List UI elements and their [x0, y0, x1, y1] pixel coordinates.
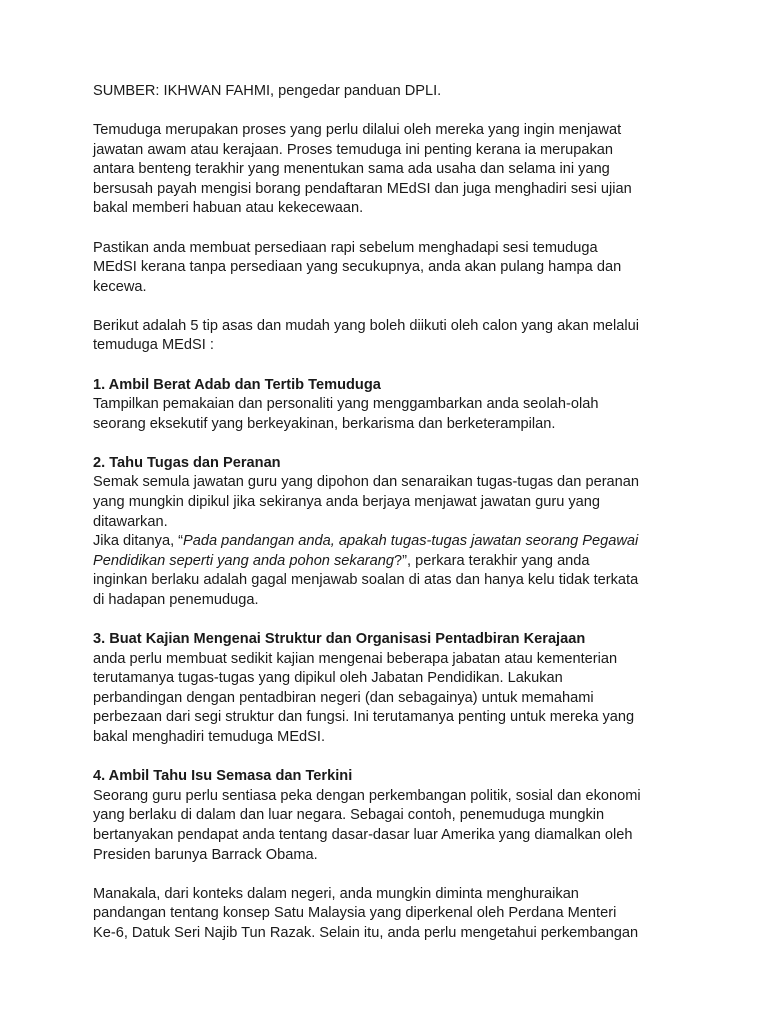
text-line: jawatan awam atau kerajaan. Proses temuduga ini penting kerana ia merupakan [93, 141, 614, 158]
tip-1-heading: 1. Ambil Berat Adab dan Tertib Temuduga [93, 376, 381, 393]
tip-4-section [93, 767, 683, 865]
document-body [93, 82, 683, 943]
text-line: Manakala, dari konteks dalam negeri, anda mungkin diminta menghuraikan [93, 885, 579, 902]
text-line: Pastikan anda membuat persediaan rapi sebelum menghadapi sesi temuduga [93, 239, 598, 256]
source-line [93, 82, 683, 102]
text-line: anda perlu membuat sedikit kajian mengenai beberapa jabatan atau kementerian [93, 650, 618, 667]
tip-3-heading: 3. Buat Kajian Mengenai Struktur dan Organisasi Pentadbiran Kerajaan [93, 631, 586, 648]
text-line: perbezaan dari segi struktur dan fungsi. Ini terutamanya penting untuk mereka yang [93, 709, 635, 726]
question-italic-2: Pendidikan seperti yang anda pohon sekarang [93, 552, 395, 569]
text-line: pandangan tentang konsep Satu Malaysia yang diperkenal oleh Perdana Menteri [93, 905, 617, 922]
text-line: bakal memberi habuan atau kekecewaan. [93, 200, 364, 217]
question-line-2 [93, 552, 683, 572]
text-line: di hadapan penemuduga. [93, 591, 259, 608]
question-prefix: Jika ditanya, “ [93, 533, 184, 550]
text-line: yang mungkin dipikul jika sekiranya anda berjaya menjawat jawatan guru yang [93, 494, 601, 510]
tip-4-heading: 4. Ambil Tahu Isu Semasa dan Terkini [93, 768, 353, 785]
text-line: perbandingan dengan pentadbiran negeri (dan sebagainya) untuk memahami [93, 689, 594, 706]
tip-1-section [93, 376, 683, 435]
tips-intro-paragraph [93, 317, 683, 356]
tip-2-heading: 2. Tahu Tugas dan Peranan [93, 454, 281, 471]
text-line: bersusah payah mengisi borang pendaftaran MEdSI dan juga menghadiri sesi ujian [93, 180, 632, 197]
tip-2-section [93, 454, 683, 611]
text-line: Ke-6, Datuk Seri Najib Tun Razak. Selain itu, anda perlu mengetahui perkembangan [93, 924, 639, 941]
text-line: Presiden barunya Barrack Obama. [93, 846, 318, 863]
text-line: bakal menghadiri temuduga MEdSI. [93, 729, 326, 746]
text-line: temuduga MEdSI : [93, 337, 214, 354]
text-line: terutamanya tugas-tugas yang dipikul oleh Jabatan Pendidikan. Lakukan [93, 670, 563, 687]
text-line: Temuduga merupakan proses yang perlu dilalui oleh mereka yang ingin menjawat [93, 122, 622, 139]
text-line: yang berlaku di dalam dan luar negara. Sebagai contoh, penemuduga mungkin [93, 807, 605, 824]
source-text: SUMBER: IKHWAN FAHMI, pengedar panduan DPLI. [93, 83, 442, 99]
prepare-paragraph [93, 239, 683, 298]
text-line: Tampilkan pemakaian dan personaliti yang menggambarkan anda seolah-olah [93, 396, 599, 413]
text-line: Seorang guru perlu sentiasa peka dengan perkembangan politik, sosial dan ekonomi [93, 787, 641, 804]
tip-3-section [93, 630, 683, 748]
question-line-1 [93, 532, 683, 552]
text-line: antara benteng terakhir yang menentukan sama ada usaha dan selama ini yang [93, 161, 610, 178]
text-line: MEdSI kerana tanpa persediaan yang secukupnya, anda akan pulang hampa dan [93, 259, 622, 276]
text-line: bertanyakan pendapat anda tentang dasar-dasar luar Amerika yang diamalkan oleh [93, 826, 633, 843]
text-line: kecewa. [93, 278, 147, 295]
text-line: inginkan berlaku adalah gagal menjawab soalan di atas dan hanya kelu tidak terkata [93, 572, 639, 589]
intro-paragraph [93, 121, 683, 219]
question-suffix: ?”, perkara terakhir yang anda [394, 552, 590, 569]
text-line: Berikut adalah 5 tip asas dan mudah yang boleh diikuti oleh calon yang akan melalui [93, 317, 640, 334]
closing-paragraph [93, 885, 683, 944]
question-italic-1: Pada pandangan anda, apakah tugas-tugas jawatan seorang Pegawai [183, 533, 639, 550]
text-line: seorang eksekutif yang berkeyakinan, berkarisma dan berketerampilan. [93, 415, 556, 432]
text-line: ditawarkan. [93, 513, 168, 530]
text-line: Semak semula jawatan guru yang dipohon dan senaraikan tugas-tugas dan peranan [93, 474, 640, 491]
